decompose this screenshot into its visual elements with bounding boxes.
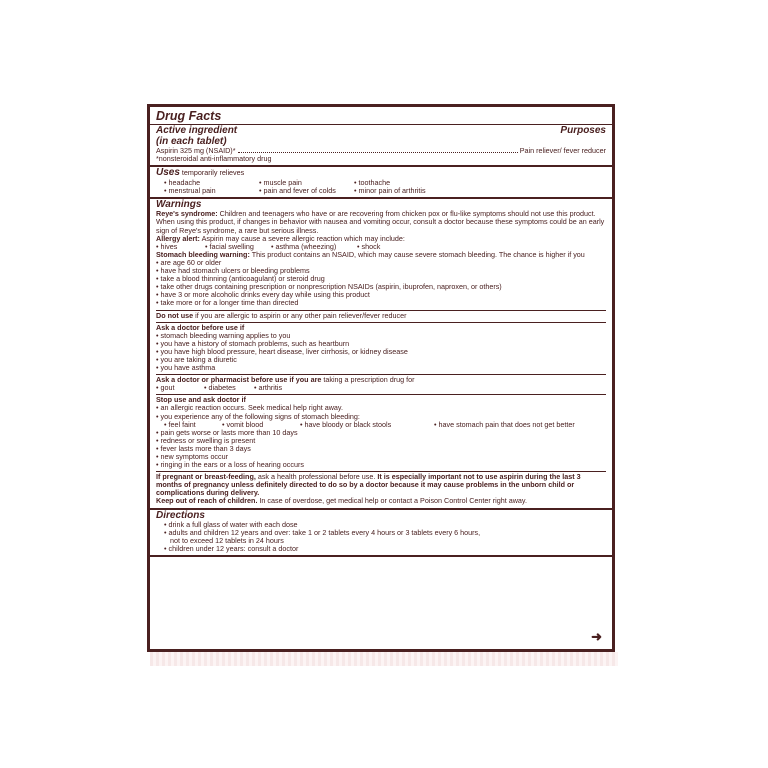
reye-text: Children and teenagers who have or are recovering from chicken pox or flu-like symptoms should not use this product. When using this product, if changes in behavior with nausea and vomiting occur, consult a doctor because these symptoms could be an early sign of Reye's syndrome, a rare but serious illness. [156,209,605,235]
stop-use-heading: Stop use and ask doctor if [156,395,246,405]
stop-bleed-item: • have bloody or black stools [300,419,392,429]
dot-leader [238,152,518,153]
use-item: • menstrual pain [164,185,216,195]
keep-out-label: Keep out of reach of children. [156,496,258,506]
pregnancy-text: ask a health professional before use. [257,472,376,482]
allergy-label: Allergy alert: [156,233,200,243]
keep-out-text: In case of overdose, get medical help or contact a Poison Control Center right away. [259,496,527,506]
ingredient-purpose: Pain reliever/ fever reducer [519,146,606,155]
pregnancy-warning: It is especially important not to use aspirin during the last 3 months of pregnancy unless definitely directed to do so by a doctor because it may cause problems in the unborn child or complications during delivery. [156,472,581,498]
warnings-section [150,199,612,510]
bleeding-item: • take more or for a longer time than directed [156,298,299,308]
allergy-item: • facial swelling [205,241,254,251]
direction-item: not to exceed 12 tablets in 24 hours [170,536,284,546]
ask-doctor-heading: Ask a doctor before use if [156,322,245,332]
active-ingredient-section [150,125,612,167]
warnings-heading: Warnings [156,198,202,210]
label-shadow [150,652,618,666]
uses-section [150,167,612,199]
label-title: Drug Facts [156,109,222,123]
title-section [150,107,612,125]
use-item: • muscle pain [259,177,302,187]
ingredient-footnote: *nonsteroidal anti-inflammatory drug [156,154,272,164]
direction-item: • drink a full glass of water with each dose [164,520,298,530]
uses-intro: temporarily relieves [181,168,245,178]
stop-bleed-item: • vomit blood [222,419,264,429]
ask-pharmacist-label: Ask a doctor or pharmacist before use if you are [156,375,322,385]
ingredient-name: Aspirin 325 mg (NSAID)* [156,146,236,155]
ask-doctor-item: • you have high blood pressure, heart disease, liver cirrhosis, or kidney disease [156,346,408,356]
stop-use-item: • ringing in the ears or a loss of hearing occurs [156,460,304,470]
use-item: • toothache [354,177,391,187]
allergy-item: • hives [156,241,178,251]
directions-heading: Directions [156,509,205,521]
bleeding-item: • have 3 or more alcoholic drinks every day while using this product [156,290,370,300]
use-item: • headache [164,177,201,187]
stop-use-item: • fever lasts more than 3 days [156,443,251,453]
direction-item: • children under 12 years: consult a doctor [164,544,299,554]
stop-bleed-item: • feel faint [164,419,196,429]
allergy-text: Aspirin may cause a severe allergic reaction which may include: [201,233,405,243]
allergy-item: • shock [357,241,381,251]
active-ingredient-heading: Active ingredient [156,125,238,136]
stop-use-item: • you experience any of the following signs of stomach bleeding: [156,411,360,421]
use-item: • pain and fever of colds [259,185,336,195]
ask-pharmacist-item: • diabetes [204,383,236,393]
reye-label: Reye's syndrome: [156,209,218,219]
ask-doctor-item: • stomach bleeding warning applies to you [156,330,291,340]
do-not-use-text: if you are allergic to aspirin or any other pain reliever/fever reducer [195,310,407,320]
bleeding-label: Stomach bleeding warning: [156,249,250,259]
allergy-item: • asthma (wheezing) [271,241,337,251]
use-item: • minor pain of arthritis [354,185,426,195]
bleeding-text: This product contains an NSAID, which may cause severe stomach bleeding. The chance is higher if you [251,249,585,259]
ask-doctor-item: • you have a history of stomach problems, such as heartburn [156,338,350,348]
stop-bleed-item: • have stomach pain that does not get better [434,419,575,429]
uses-heading: Uses [156,167,180,179]
stop-use-item: • new symptoms occur [156,452,229,461]
direction-item: • adults and children 12 years and over: take 1 or 2 tablets every 4 hours or 3 tablets every 6 hours, [164,528,481,538]
ask-doctor-item: • you are taking a diuretic [156,354,237,364]
stop-use-item: • an allergic reaction occurs. Seek medical help right away. [156,403,343,413]
bleeding-item: • take other drugs containing prescription or nonprescription NSAIDs (aspirin, ibuprofen, naproxen, or others) [156,282,502,292]
active-ingredient-subheading: (in each tablet) [156,135,227,147]
ask-pharmacist-text: taking a prescription drug for [323,375,415,385]
bleeding-item: • have had stomach ulcers or bleeding problems [156,266,310,276]
stop-use-item: • pain gets worse or lasts more than 10 days [156,427,298,437]
do-not-use-label: Do not use [156,310,194,320]
bleeding-item: • are age 60 or older [156,257,222,267]
pregnancy-label: If pregnant or breast-feeding, [156,472,256,482]
ask-pharmacist-item: • arthritis [254,383,283,393]
drug-facts-label [147,104,615,652]
stop-use-item: • redness or swelling is present [156,435,256,445]
purposes-heading: Purposes [560,125,606,136]
ask-doctor-item: • you have asthma [156,363,216,373]
bleeding-item: • take a blood thinning (anticoagulant) or steroid drug [156,274,325,284]
continue-arrow-icon: ➜ [591,628,602,644]
ask-pharmacist-item: • gout [156,383,175,393]
directions-section [150,510,612,558]
